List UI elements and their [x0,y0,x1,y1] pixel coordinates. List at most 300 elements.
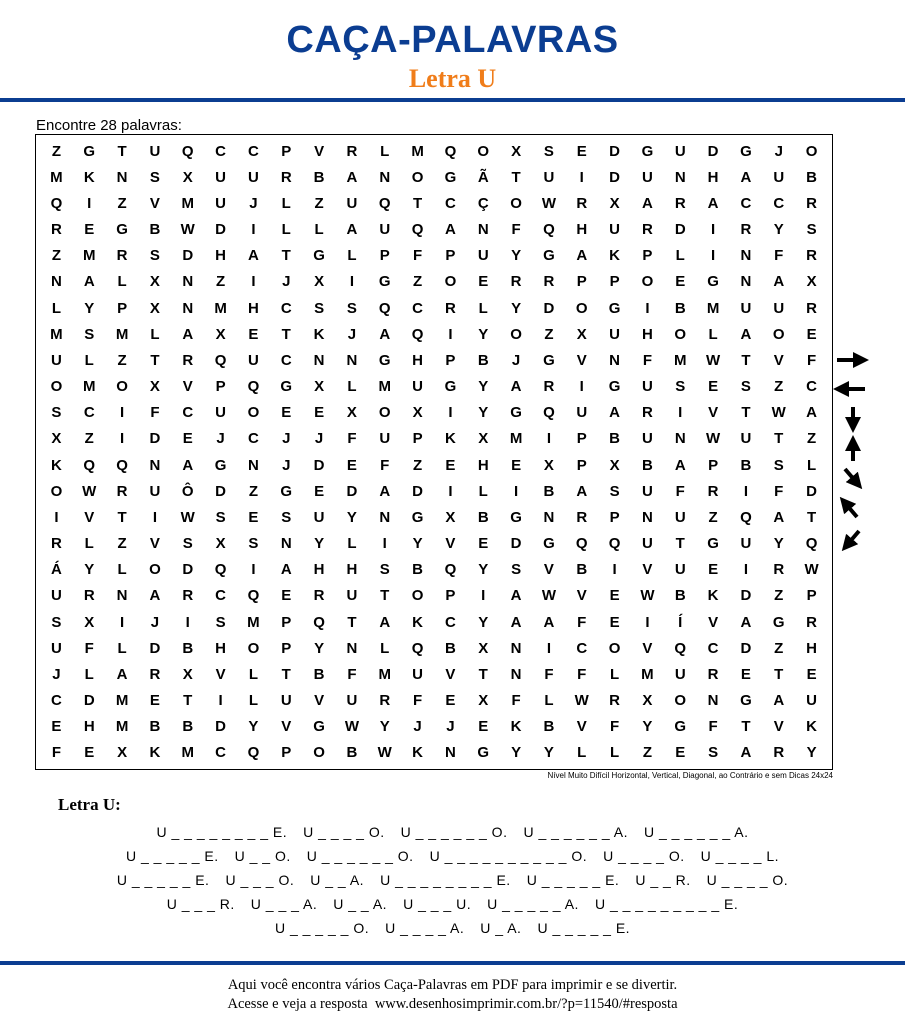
grid-cell: C [280,299,292,317]
arrow-diagonal-down-left-icon [847,531,859,545]
grid-cell: U [346,194,358,212]
grid-cell: M [378,378,391,396]
grid-cell: M [411,142,424,160]
grid-cell: Q [50,194,63,212]
grid-cell: P [576,456,587,474]
grid-cell: G [608,378,621,396]
grid-cell: E [708,561,719,579]
grid-cell: R [182,587,194,605]
bottom-divider [0,961,905,965]
grid-cell: T [281,325,291,343]
grid-cell: O [805,142,818,160]
grid-cell: B [806,168,817,186]
grid-cell: N [247,456,259,474]
grid-cell: U [674,561,686,579]
grid-cell: E [346,456,357,474]
grid-cell: S [215,613,226,631]
grid-cell: G [444,378,457,396]
grid-cell: R [806,299,817,317]
word-hint: U _ _ _ _ _ O. [274,920,370,936]
word-hint: U _ _ A. [310,872,365,888]
grid-cell: Q [83,456,96,474]
grid-cell: U [50,351,62,369]
grid-cell: A [379,325,391,343]
grid-cell: W [344,718,359,736]
grid-cell: P [445,247,456,265]
grid-cell: G [411,508,424,526]
grid-cell: N [609,351,620,369]
grid-cell: U [641,378,653,396]
grid-cell: Q [247,587,260,605]
grid-cell: F [380,456,390,474]
grid-cell: I [579,168,584,186]
grid-cell: O [116,378,128,396]
grid-cell: U [740,299,752,317]
grid-cell: S [281,508,292,526]
grid-cell: L [544,692,554,710]
grid-cell: M [247,613,260,631]
grid-cell: D [543,299,555,317]
grid-cell: U [379,430,391,448]
grid-cell: I [448,404,453,422]
grid-cell: V [182,378,193,396]
grid-cell: A [773,508,785,526]
grid-cell: N [313,351,325,369]
grid-cell: Z [412,273,423,291]
grid-cell: E [478,273,489,291]
grid-cell: B [313,168,325,186]
grid-cell: U [641,535,653,553]
grid-cell: G [444,168,457,186]
grid-cell: Q [313,613,325,631]
grid-cell: X [412,404,423,422]
grid-cell: L [478,482,488,500]
word-hint: U _ _ _ _ _ E. [526,872,620,888]
grid-cell: V [708,613,719,631]
word-hint: U _ _ _ _ _ E. [116,872,210,888]
grid-cell: G [543,351,555,369]
grid-cell: Y [478,613,489,631]
grid-cell: U [149,482,161,500]
grid-cell: K [707,587,719,605]
grid-cell: F [774,247,784,265]
grid-cell: N [346,351,358,369]
grid-cell: S [740,378,751,396]
grid-cell: X [445,508,456,526]
grid-cell: W [705,430,721,448]
grid-cell: U [247,351,259,369]
grid-cell: Q [247,378,260,396]
grid-cell: O [510,194,522,212]
grid-cell: D [412,482,423,500]
grid-cell: R [280,168,292,186]
grid-cell: X [215,535,226,553]
grid-cell: T [774,430,784,448]
grid-cell: G [740,142,752,160]
grid-cell: B [346,744,358,762]
grid-cell: X [314,378,325,396]
grid-cell: E [281,404,292,422]
grid-cell: Y [84,299,95,317]
grid-cell: O [149,561,161,579]
grid-cell: Ã [477,168,489,186]
grid-cell: N [379,508,391,526]
grid-cell: S [609,482,620,500]
grid-cell: M [641,665,654,683]
grid-cell: Y [543,744,554,762]
arrow-diagonal-down-right-icon [845,469,857,483]
grid-cell: T [511,168,521,186]
grid-cell: A [674,456,686,474]
grid-cell: X [806,273,817,291]
grid-cell: Y [806,744,817,762]
grid-cell: C [444,194,456,212]
grid-cell: X [478,430,489,448]
grid-cell: T [281,247,291,265]
grid-cell: N [50,273,62,291]
grid-cell: X [182,168,193,186]
grid-cell: A [182,325,194,343]
grid-cell: U [313,508,325,526]
grid-cell: E [478,718,489,736]
grid-cell: B [182,718,194,736]
grid-cell: I [349,273,354,291]
grid-cell: A [773,692,785,710]
grid-cell: J [511,351,521,369]
grid-cell: U [412,665,423,683]
grid-cell: F [577,613,587,631]
grid-cell: N [182,273,194,291]
grid-cell: Q [543,221,555,239]
grid-cell: B [477,508,489,526]
grid-cell: J [282,456,291,474]
grid-cell: Y [314,639,325,657]
grid-cell: Z [314,194,324,212]
grid-cell: A [740,325,752,343]
grid-cell: G [707,535,719,553]
grid-cell: G [740,692,752,710]
grid-cell: D [609,168,620,186]
grid-cell: S [51,613,62,631]
grid-cell: D [149,639,161,657]
grid-cell: X [51,430,62,448]
grid-cell: G [280,482,293,500]
grid-cell: H [707,168,719,186]
grid-cell: Z [544,325,554,343]
instructions-label: Encontre 28 palavras: [36,117,182,134]
grid-cell: D [149,430,161,448]
grid-cell: L [478,299,488,317]
grid-cell: B [444,639,456,657]
grid-cell: G [313,718,325,736]
grid-cell: D [740,639,752,657]
grid-cell: U [773,299,785,317]
grid-cell: A [510,613,522,631]
grid-cell: S [84,325,95,343]
word-hint: U _ _ _ _ L. [700,848,779,864]
grid-cell: G [510,404,522,422]
grid-cell: O [247,639,260,657]
grid-cell: S [149,168,160,186]
grid-cell: J [314,430,324,448]
grid-cell: V [642,561,653,579]
grid-cell: T [741,404,751,422]
grid-cell: A [510,378,522,396]
grid-cell: J [150,613,160,631]
hint-line [30,820,875,844]
grid-cell: V [445,665,456,683]
grid-cell: U [609,325,620,343]
grid-cell: G [543,247,555,265]
grid-cell: B [543,482,555,500]
grid-cell: R [609,692,620,710]
grid-cell: R [806,247,817,265]
grid-cell: L [51,299,61,317]
grid-cell: S [314,299,325,317]
grid-cell: S [675,378,686,396]
grid-cell: J [413,718,422,736]
hint-line [30,916,875,940]
grid-cell: A [707,194,719,212]
grid-cell: A [346,221,358,239]
grid-cell: T [741,718,751,736]
grid-cell: U [641,482,653,500]
grid-cell: X [543,456,554,474]
grid-cell: B [674,587,686,605]
grid-cell: W [377,744,392,762]
grid-cell: X [314,273,325,291]
grid-cell: X [117,744,128,762]
grid-cell: Y [379,718,390,736]
grid-cell: F [150,404,160,422]
grid-cell: U [50,639,62,657]
grid-cell: R [149,665,161,683]
grid-cell: T [347,613,357,631]
grid-cell: Q [378,194,391,212]
word-hint: U _ _ R. [635,872,691,888]
grid-cell: E [314,482,325,500]
grid-cell: W [180,221,195,239]
grid-cell: S [215,508,226,526]
direction-arrows [833,345,873,555]
grid-cell: V [773,718,784,736]
word-hint: U _ _ _ _ _ _ _ _ E. [156,824,288,840]
grid-cell: S [806,221,817,239]
grid-cell: A [379,613,391,631]
grid-cell: V [84,508,95,526]
grid-cell: Y [773,535,784,553]
grid-cell: W [541,194,556,212]
grid-cell: E [314,404,325,422]
word-hint: U _ _ _ _ _ _ A. [643,824,749,840]
grid-cell: I [251,561,256,579]
grid-cell: X [149,273,160,291]
grid-cell: N [149,456,161,474]
footer [0,976,905,1014]
grid-cell: U [740,535,752,553]
grid-cell: U [806,692,817,710]
grid-cell: U [609,221,620,239]
grid-cell: G [543,535,555,553]
grid-cell: B [641,456,653,474]
word-hint: U _ _ _ _ _ _ O. [400,824,508,840]
word-hint: U _ _ _ R. [166,896,235,912]
grid-cell: R [543,273,555,291]
grid-cell: N [346,639,358,657]
hint-line [30,844,875,868]
footer-line-2: Acesse e veja a resposta www.desenhosimprimir.com.br/?p=11540/#resposta [227,996,678,1012]
grid-cell: Y [478,325,489,343]
grid-cell: L [117,561,127,579]
grid-cell: O [674,325,687,343]
grid-cell: X [215,325,226,343]
grid-cell: R [346,142,358,160]
grid-cell: M [115,718,129,736]
grid-cell: A [641,194,653,212]
grid-cell: I [87,194,92,212]
grid-cell: E [576,142,587,160]
grid-cell: P [379,247,390,265]
grid-cell: I [448,482,453,500]
grid-cell: O [575,299,588,317]
grid-cell: R [543,378,555,396]
grid-cell: Z [215,273,226,291]
grid-cell: D [182,247,194,265]
grid-cell: C [182,404,194,422]
grid-cell: W [180,508,195,526]
grid-cell: O [247,404,260,422]
grid-cell: I [546,639,551,657]
grid-cell: Q [411,221,424,239]
grid-cell: U [149,142,161,160]
word-hint: U _ _ _ _ _ E. [537,920,631,936]
grid-cell: Z [117,535,127,553]
grid-cell: X [478,639,489,657]
grid-cell: P [281,142,292,160]
grid-cell: E [281,587,292,605]
grid-cell: G [214,456,227,474]
grid-cell: U [215,404,226,422]
grid-cell: M [509,430,523,448]
grid-cell: R [116,247,128,265]
grid-cell: C [215,744,226,762]
grid-cell: Í [678,613,683,631]
grid-cell: N [444,744,456,762]
word-hint: U _ _ _ _ O. [303,824,385,840]
grid-cell: P [215,378,226,396]
grid-cell: Q [674,639,687,657]
grid-cell: K [50,456,62,474]
grid-cell: M [50,168,63,186]
grid-cell: V [149,194,160,212]
grid-cell: E [675,273,686,291]
grid-cell: N [641,508,653,526]
word-hint: U _ _ _ _ O. [706,872,789,888]
grid-cell: R [444,299,456,317]
grid-cell: Z [774,587,784,605]
grid-cell: A [444,221,456,239]
grid-cell: O [378,404,391,422]
grid-cell: R [641,404,653,422]
grid-cell: C [215,142,226,160]
grid-cell: O [411,168,424,186]
word-hint: U _ _ _ _ _ _ A. [523,824,628,840]
grid-cell: A [543,613,555,631]
grid-cell: L [281,221,291,239]
grid-cell: P [445,587,456,605]
grid-cell: N [543,508,555,526]
grid-cell: L [84,535,94,553]
grid-cell: O [641,273,654,291]
grid-cell: V [773,351,784,369]
grid-cell: D [806,482,817,500]
grid-cell: E [51,718,62,736]
grid-cell: L [347,247,357,265]
grid-cell: L [609,665,620,683]
grid-cell: U [543,168,555,186]
grid-cell: B [576,561,588,579]
grid-cell: F [675,482,685,500]
grid-cell: U [477,247,489,265]
grid-cell: L [281,194,291,212]
grid-cell: U [215,194,226,212]
grid-cell: R [707,665,719,683]
grid-cell: V [543,561,554,579]
grid-cell: X [346,404,357,422]
grid-cell: L [708,325,718,343]
grid-cell: R [707,482,719,500]
grid-cell: Q [247,744,260,762]
grid-cell: V [314,142,325,160]
grid-cell: L [577,744,587,762]
word-hint: U _ _ _ _ _ _ _ _ _ E. [594,896,739,912]
grid-cell: Z [708,508,718,526]
grid-cell: L [248,692,258,710]
grid-cell: C [215,587,226,605]
grid-cell: C [707,639,719,657]
grid-cell: U [740,430,752,448]
grid-cell: L [117,639,127,657]
grid-cell: G [608,299,621,317]
grid-cell: C [247,430,259,448]
grid-cell: B [674,299,686,317]
grid-cell: Q [805,535,818,553]
grid-cell: E [806,665,817,683]
grid-cell: F [774,482,784,500]
grid-cell: T [675,535,685,553]
grid-cell: M [673,351,687,369]
grid-cell: L [248,665,258,683]
grid-cell: I [645,299,650,317]
grid-cell: Ô [181,482,194,500]
grid-cell: Q [411,639,424,657]
grid-cell: A [740,613,752,631]
word-hint: U _ _ _ _ _ _ O. [306,848,414,864]
grid-cell: U [379,221,391,239]
grid-cell: J [52,665,61,683]
grid-cell: Z [774,378,784,396]
grid-cell: E [182,430,193,448]
grid-cell: E [248,325,259,343]
grid-cell: O [674,692,687,710]
grid-cell: T [281,665,291,683]
grid-cell: X [609,194,620,212]
grid-cell: R [641,221,653,239]
grid-cell: Z [51,142,61,160]
grid-cell: Q [378,299,391,317]
grid-cell: Y [478,378,489,396]
grid-cell: K [609,247,620,265]
